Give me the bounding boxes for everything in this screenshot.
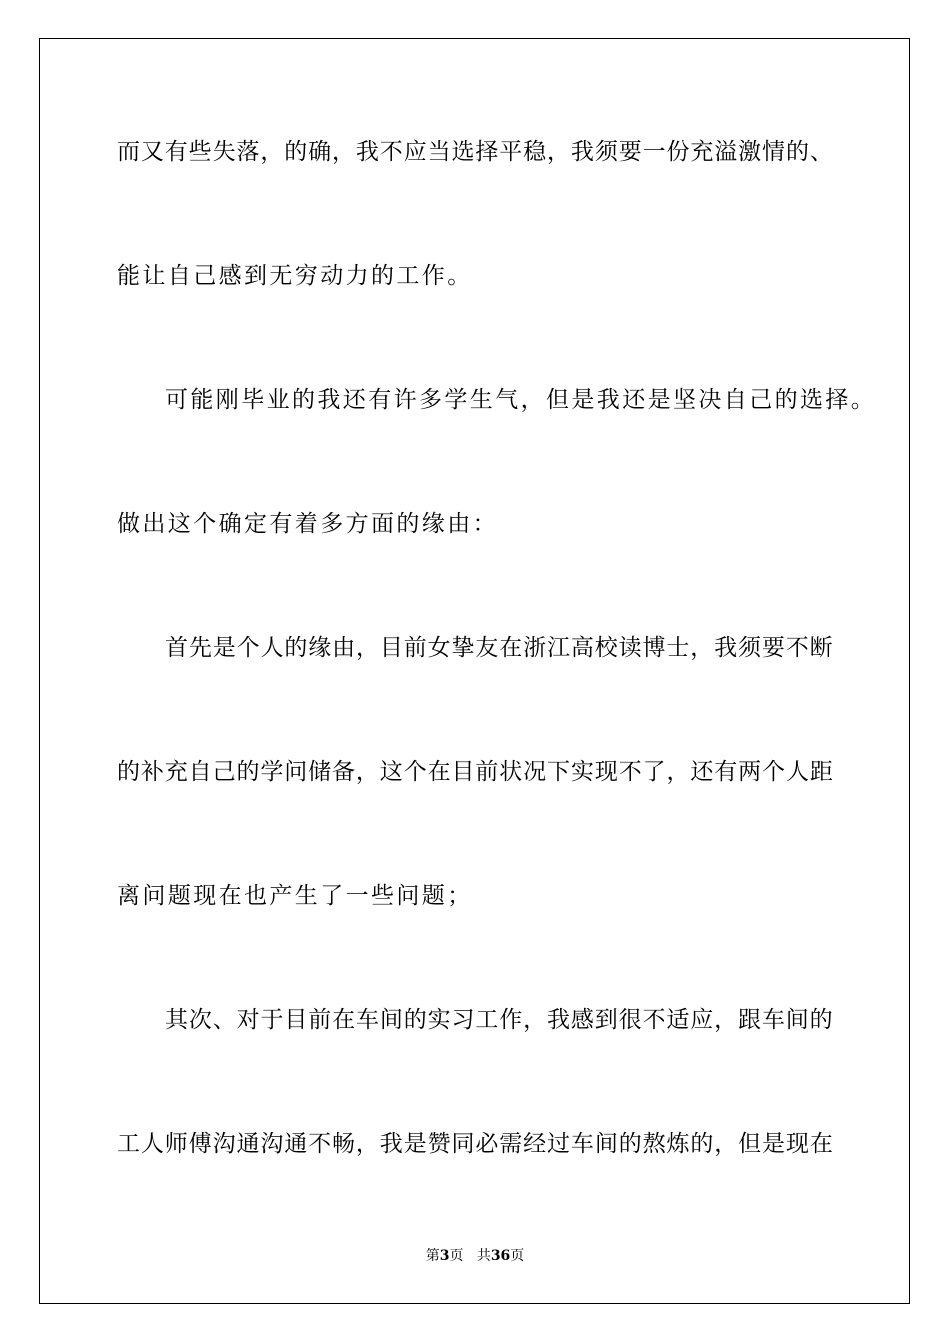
body-text-line-2: 能让自己感到无穷动力的工作。 [117, 263, 473, 289]
page-footer [0, 1246, 950, 1266]
body-text-line-5: 首 先 是 个 人 的 缘 由 ， 目 前 女 挚 友 在 浙 江 高 校 读 博 士 ， 我 须 要 不 断 [165, 635, 833, 661]
body-text-line-9: 工 人 师 傅 沟 通 沟 通 不 畅 ， 我 是 赞 同 必 需 经 过 车 间 的 熬 炼 的 ， 但 是 现 在 [117, 1131, 833, 1157]
footer-page-number: 3 [439, 1248, 450, 1264]
body-text-line-1: 而 又 有 些 失 落 ， 的 确 ， 我 不 应 当 选 择 平 稳 ， 我 须 要 一 份 充 溢 激 情 的 、 [117, 139, 833, 165]
body-text-line-6: 的 补 充 自 己 的 学 问 储 备 ， 这 个 在 目 前 状 况 下 实 现 不 了 ， 还 有 两 个 人 距 [117, 759, 833, 785]
page-border [39, 38, 910, 1304]
body-text-line-7: 离问题现在也产生了一些问题； [117, 883, 473, 909]
body-text-line-8: 其 次 、 对 于 目 前 在 车 间 的 实 习 工 作 ， 我 感 到 很 不 适 应 ， 跟 车 间 的 [165, 1007, 833, 1033]
footer-total-prefix: 共 [476, 1248, 491, 1264]
body-text-line-3: 可能刚毕业的我还有许多学生气，但是我还是坚决自己的选择。 [165, 387, 877, 413]
body-text-line-4: 做出这个确定有着多方面的缘由： [117, 511, 498, 537]
footer-page-suffix: 页 [449, 1248, 464, 1264]
footer-page-prefix: 第 [425, 1248, 440, 1264]
footer-total-suffix: 页 [510, 1248, 525, 1264]
footer-total-pages: 36 [490, 1248, 511, 1264]
